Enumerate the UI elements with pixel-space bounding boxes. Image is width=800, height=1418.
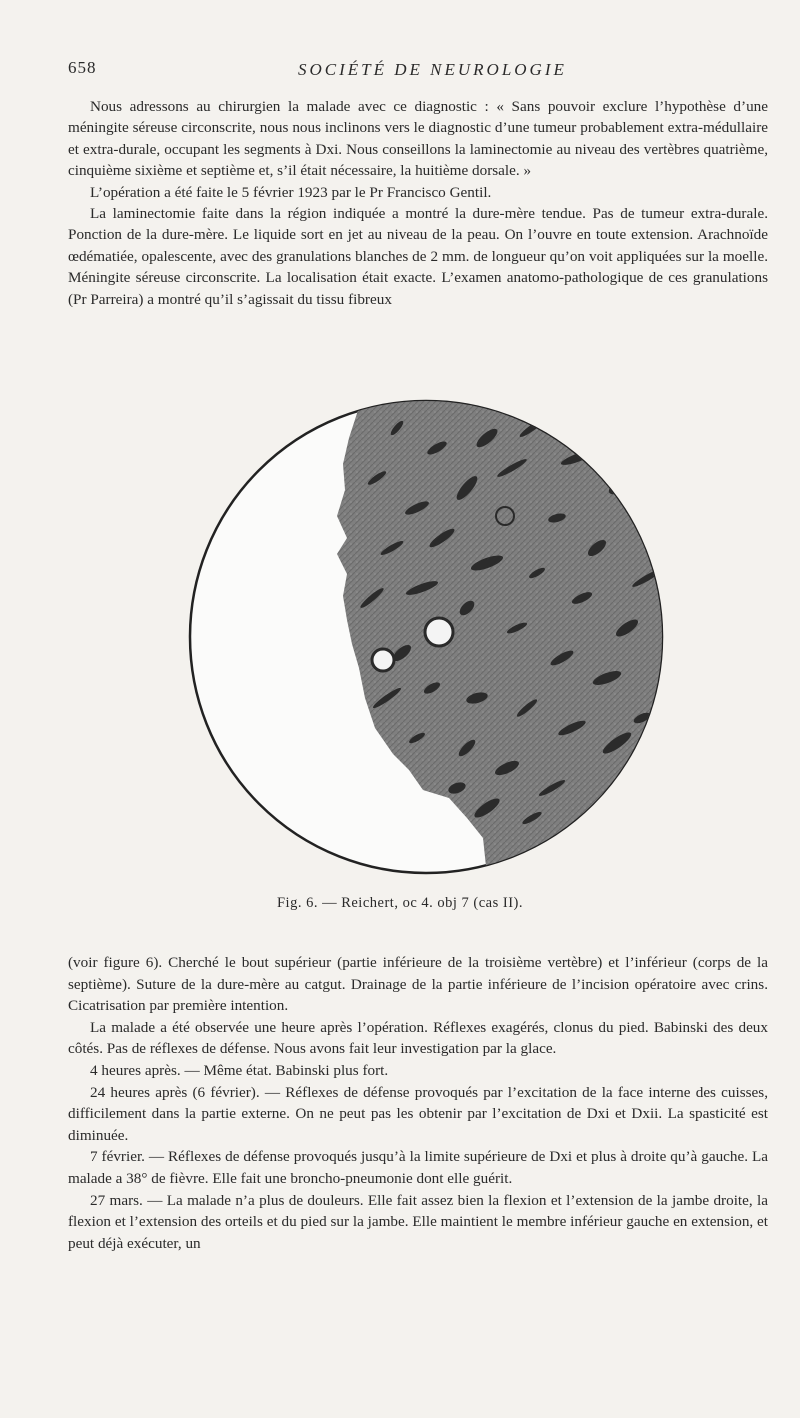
- top-text-block: [68, 96, 768, 310]
- micrograph-figure: [187, 398, 665, 876]
- paragraph: 27 mars. — La malade n’a plus de douleurs. Elle fait assez bien la flexion et l’extension de la jambe droite, la flexion et l’extension des orteils et du pied sur la jambe. Elle maintient le membre inférieur gauche en extension, et peut déjà exécuter, un: [68, 1191, 768, 1252]
- vessel-lumen: [425, 618, 453, 646]
- vessel-lumen: [372, 649, 394, 671]
- running-title: SOCIÉTÉ DE NEUROLOGIE: [298, 60, 567, 79]
- figure-caption: Fig. 6. — Reichert, oc 4. obj 7 (cas II).: [276, 895, 523, 911]
- nucleus: [564, 827, 589, 850]
- paragraph: 24 heures après (6 février). — Réflexes de défense provoqués par l’excitation de la face interne des cuisses, difficilement dans la partie externe. On ne peut pas les obtenir par l’excitation de Dxi et Dxii. La spasticité est diminuée.: [68, 1083, 768, 1144]
- paragraph: Nous adressons au chirurgien la malade avec ce diagnostic : « Sans pouvoir exclure l’hypothèse d’une méningite séreuse circonscrite, nous nous inclinons vers le diagnostic d’une tumeur probablement extra-médullaire et extra-durale, occupant les segments à Dxi. Nous conseillons la laminectomie au niveau des vertèbres quatrième, cinquième sixième et septième et, s’il était nécessaire, la huitième dorsale. »: [68, 98, 768, 180]
- page-number: 658: [68, 58, 97, 77]
- paragraph: 7 février. — Réflexes de défense provoqués jusqu’à la limite supérieure de Dxi et plus à droite qu’à gauche. La malade a 38° de fièvre. Elle fait une broncho-pneumonie dont elle guérit.: [68, 1148, 768, 1187]
- paragraph: La laminectomie faite dans la région indiquée a montré la dure-mère tendue. Pas de tumeur extra-durale. Ponction de la dure-mère. Le liquide sort en jet au niveau de la peau. On l’ouvre en toute extension. Arachnoïde œdématiée, opalescente, avec des granulations blanches de 2 mm. de longueur qu’on voit appliquées sur la moelle. Méningite séreuse circonscrite. La localisation était exacte. L’examen anatomo-pathologique de ces granulations (Pr Parreira) a montré qu’il s’agissait du tissu fibreux: [68, 205, 768, 308]
- paragraph: L’opération a été faite le 5 février 1923 par le Pr Francisco Gentil.: [90, 183, 492, 201]
- bottom-text-block: [68, 952, 768, 1254]
- paragraph: 4 heures après. — Même état. Babinski plus fort.: [90, 1061, 389, 1079]
- paragraph: (voir figure 6). Cherché le bout supérieur (partie inférieure de la troisième vertèbre) et l’inférieur (corps de la septième). Suture de la dure-mère au catgut. Drainage de la partie inférieure de l’incision opératoire avec crins. Cicatrisation par première intention.: [68, 954, 768, 1015]
- micrograph-image: [187, 398, 665, 876]
- page-header: [68, 58, 768, 82]
- paragraph: La malade a été observée une heure après l’opération. Réflexes exagérés, clonus du pied. Babinski des deux côtés. Pas de réflexes de défense. Nous avons fait leur investigation par la glace.: [68, 1018, 768, 1058]
